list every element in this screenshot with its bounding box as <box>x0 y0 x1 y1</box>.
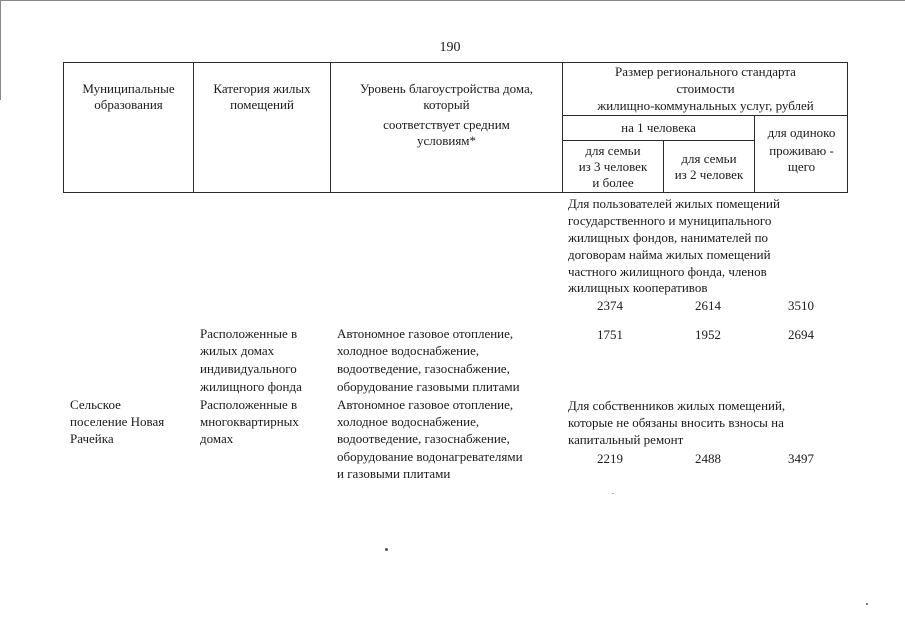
header-family3-line: и более <box>592 175 634 190</box>
value-row1-single: 2694 <box>788 327 814 342</box>
header-category-line: помещений <box>230 97 294 112</box>
value-row1-family2: 1952 <box>695 327 721 342</box>
municipality-line: поселение Новая <box>70 414 165 429</box>
divider <box>562 115 848 116</box>
header-level-line: Уровень благоустройства дома, <box>359 81 534 96</box>
divider <box>562 140 754 141</box>
header-single-line: проживаю - <box>769 143 834 158</box>
header-family2-line: для семьи <box>681 151 737 166</box>
row1-category-line: жилищного фонда <box>200 379 302 394</box>
header-per-person: на 1 человека <box>621 120 696 135</box>
value-owners-single: 3497 <box>788 451 814 466</box>
page-number: 190 <box>439 40 461 55</box>
header-single-line: щего <box>787 159 816 174</box>
header-standard-line: Размер регионального стандарта <box>615 64 796 79</box>
row2-level-line: оборудование водонагревателями <box>337 449 523 464</box>
scan-speck <box>612 493 614 494</box>
note-line: договорам найма жилых помещений <box>568 247 771 262</box>
note-line: жилищных кооперативов <box>568 280 708 295</box>
header-municipality-line: образования <box>94 97 163 112</box>
page-left-edge <box>0 0 1 100</box>
row1-level-line: Автономное газовое отопление, <box>337 326 514 341</box>
row1-level-line: оборудование газовыми плитами <box>337 379 520 394</box>
note-owners-line: которые не обязаны вносить взносы на <box>568 415 784 430</box>
note-owners-line: капитальный ремонт <box>568 432 684 447</box>
row2-level-line: водоотведение, газоснабжение, <box>337 431 510 446</box>
header-standard-line: стоимости <box>676 81 735 96</box>
scan-speck <box>385 548 388 551</box>
value-tenants-single: 3510 <box>788 298 814 313</box>
header-level-line: условиям* <box>416 133 477 148</box>
value-row1-family3: 1751 <box>597 327 623 342</box>
header-family3-line: для семьи <box>585 143 641 158</box>
row1-category-line: индивидуального <box>200 361 297 376</box>
header-municipality-line: Муниципальные <box>82 81 175 96</box>
value-tenants-family3: 2374 <box>597 298 623 313</box>
page-top-edge <box>0 0 905 1</box>
scan-speck <box>866 603 868 605</box>
header-standard-line: жилищно-коммунальных услуг, рублей <box>597 98 814 113</box>
value-tenants-family2: 2614 <box>695 298 721 313</box>
value-owners-family2: 2488 <box>695 451 721 466</box>
note-line: частного жилищного фонда, членов <box>568 264 767 279</box>
header-single-line: для одиноко <box>767 125 836 140</box>
note-owners-line: Для собственников жилых помещений, <box>568 398 786 413</box>
municipality-line: Сельское <box>70 397 121 412</box>
header-family2-line: из 2 человек <box>674 167 744 182</box>
header-family3-line: из 3 человек <box>578 159 648 174</box>
header-category-line: Категория жилых <box>213 81 311 96</box>
note-line: государственного и муниципального <box>568 213 772 228</box>
header-level-line: который <box>423 97 470 112</box>
row2-level-line: холодное водоснабжение, <box>337 414 480 429</box>
note-line: Для пользователей жилых помещений <box>568 196 780 211</box>
row1-level-line: холодное водоснабжение, <box>337 343 480 358</box>
row2-category-line: домах <box>200 431 234 446</box>
row2-level-line: и газовыми плитами <box>337 466 451 481</box>
row1-category-line: жилых домах <box>200 343 275 358</box>
header-level-line: соответствует средним <box>383 117 510 132</box>
row2-level-line: Автономное газовое отопление, <box>337 397 514 412</box>
municipality-line: Рачейка <box>70 431 114 446</box>
value-owners-family3: 2219 <box>597 451 623 466</box>
row2-category-line: многоквартирных <box>200 414 299 429</box>
row1-level-line: водоотведение, газоснабжение, <box>337 361 510 376</box>
row2-category-line: Расположенные в <box>200 397 298 412</box>
row1-category-line: Расположенные в <box>200 326 298 341</box>
note-line: жилищных фондов, нанимателей по <box>568 230 769 245</box>
